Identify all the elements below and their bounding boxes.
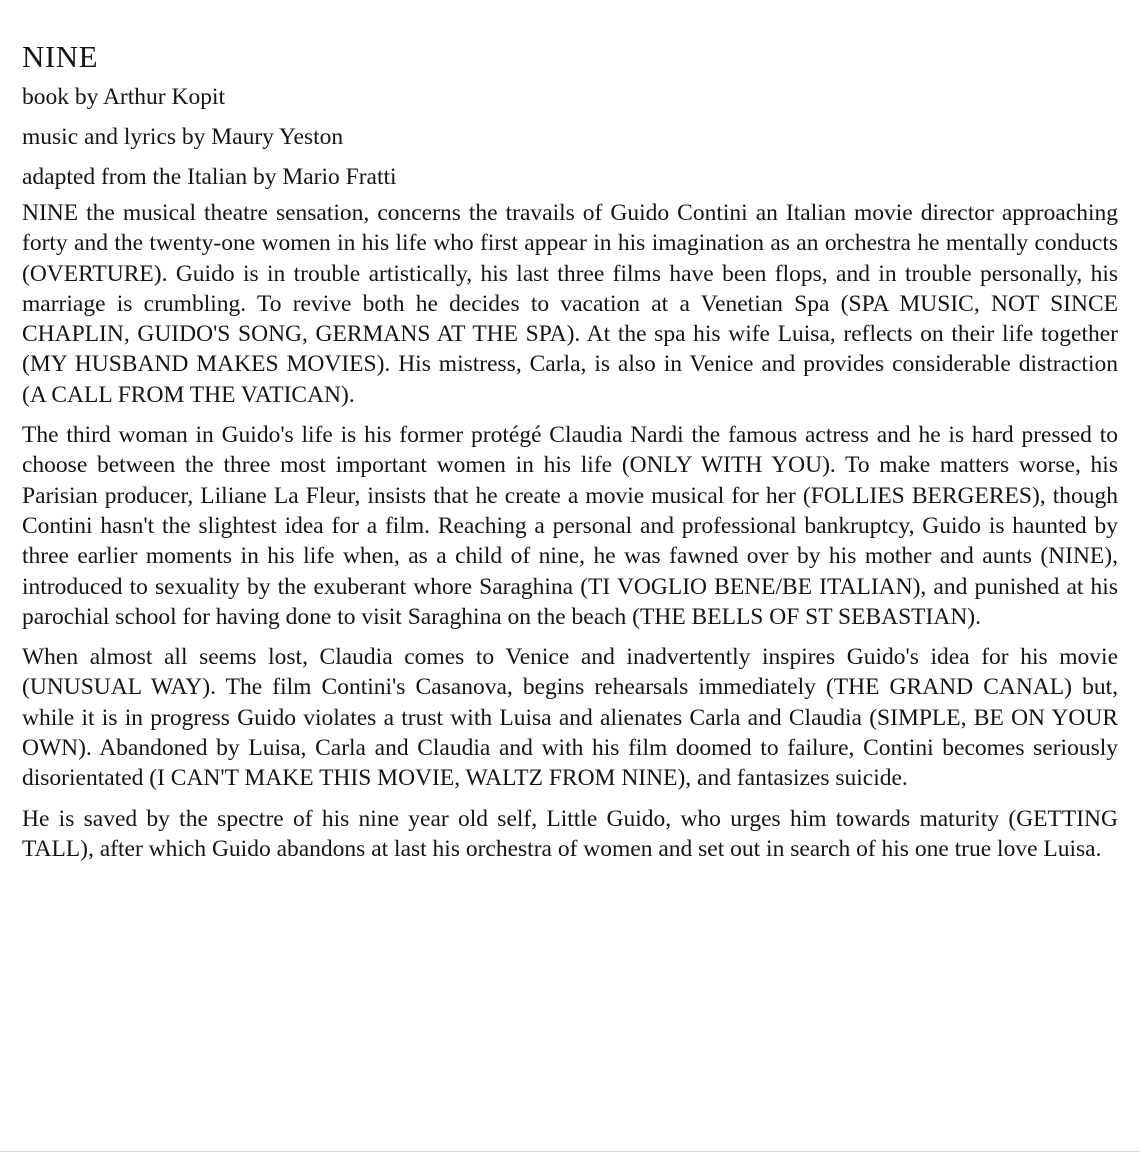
synopsis-paragraph-1: NINE the musical theatre sensation, concerns the travails of Guido Contini an Italian movie director approaching forty and the twenty-one women in his life who first appear in his imagination as an orchestra he mentally conducts (OVERTURE). Guido is in trouble artistically, his last three films have been flops, and in trouble personally, his marriage is crumbling. To revive both he decides to vacation at a Venetian Spa (SPA MUSIC, NOT SINCE CHAPLIN, GUIDO'S SONG, GERMANS AT THE SPA). At the spa his wife Luisa, reflects on their life together (MY HUSBAND MAKES MOVIES). His mistress, Carla, is also in Venice and provides considerable distraction (A CALL FROM THE VATICAN).	[22, 200, 1118, 408]
credit-book: book by Arthur Kopit	[22, 84, 226, 110]
credit-adaptation: adapted from the Italian by Mario Fratti	[22, 164, 397, 190]
synopsis-paragraph-2: The third woman in Guido's life is his former protégé Claudia Nardi the famous actress and he is hard pressed to choose between the three most important women in his life (ONLY WITH YOU). To make matters worse, his Parisian producer, Liliane La Fleur, insists that he create a movie musical for her (FOLLIES BERGERES), though Contini hasn't the slightest idea for a film. Reaching a personal and professional bankruptcy, Guido is haunted by three earlier moments in his life when, as a child of nine, he was fawned over by his mother and aunts (NINE), introduced to sexuality by the exuberant whore Saraghina (TI VOGLIO BENE/BE ITALIAN), and punished at his parochial school for having done to visit Saraghina on the beach (THE BELLS OF ST SEBASTIAN).	[22, 422, 1118, 630]
page-edge-divider	[0, 1151, 1140, 1152]
synopsis-paragraph-3: When almost all seems lost, Claudia comes to Venice and inadvertently inspires Guido's idea for his movie (UNUSUAL WAY). The film Contini's Casanova, begins rehearsals immediately (THE GRAND CANAL) but, while it is in progress Guido violates a trust with Luisa and alienates Carla and Claudia (SIMPLE, BE ON YOUR OWN). Abandoned by Luisa, Carla and Claudia and with his film doomed to failure, Contini becomes seriously disorientated (I CAN'T MAKE THIS MOVIE, WALTZ FROM NINE), and fantasizes suicide.	[22, 644, 1118, 792]
liner-notes-page	[22, 38, 1118, 874]
credit-music-lyrics: music and lyrics by Maury Yeston	[22, 124, 344, 150]
synopsis-paragraph-4: He is saved by the spectre of his nine year old self, Little Guido, who urges him towards maturity (GETTING TALL), after which Guido abandons at last his orchestra of women and set out in search of his one true love Luisa.	[22, 805, 1118, 862]
document-title: NINE	[22, 39, 99, 74]
